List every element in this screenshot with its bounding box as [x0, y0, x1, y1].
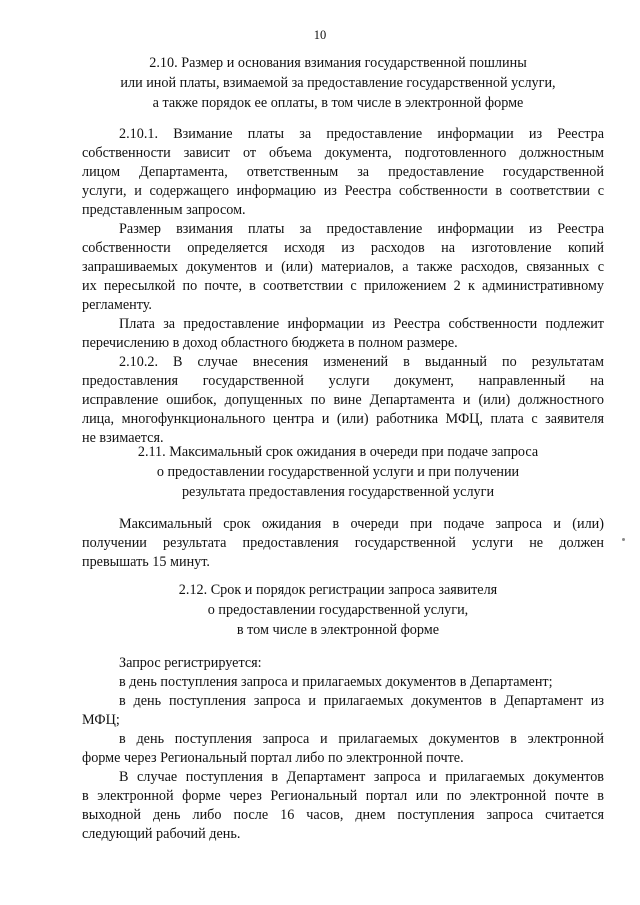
- text-line: лицом Департамента, ответственным за предоставление государственной: [82, 164, 604, 180]
- text-line: Размер взимания платы за предоставление информации из Реестра: [119, 221, 604, 237]
- page-number: 10: [313, 28, 327, 42]
- heading-line: о предоставлении государственной услуги,: [207, 602, 469, 618]
- heading-line: о предоставлении государственной услуги и при получении: [156, 464, 520, 480]
- text-line: в день поступления запроса и прилагаемых документов в Департамент из: [119, 693, 604, 709]
- text-line: 2.10.2. В случае внесения изменений в выданный по результатам: [119, 354, 604, 370]
- heading-line: результата предоставления государственной услуги: [181, 484, 495, 500]
- text-line: превышать 15 минут.: [82, 554, 210, 570]
- text-line: 2.10.1. Взимание платы за предоставление информации из Реестра: [119, 126, 604, 142]
- text-line: лица, многофункционального центра и (или) работника МФЦ, плата с заявителя: [82, 411, 604, 427]
- text-line: получении результата предоставления государственной услуги не должен: [82, 535, 604, 551]
- text-line: регламенту.: [82, 297, 152, 313]
- section-heading-2-10: [78, 53, 598, 113]
- section-body-2-12: [82, 654, 604, 844]
- text-line: в электронной форме через Региональный портал или по электронной почте в: [82, 788, 604, 804]
- text-line: выходной день либо после 16 часов, днем поступления запроса считается: [82, 807, 604, 823]
- text-line: их пересылкой по почте, в соответствии с приложением 2 к административному: [82, 278, 604, 294]
- section-heading-2-11: [78, 442, 598, 502]
- heading-line: 2.11. Максимальный срок ожидания в очереди при подаче запроса: [137, 444, 539, 460]
- heading-line: 2.10. Размер и основания взимания государственной пошлины: [149, 55, 527, 71]
- text-line: собственности зависит от объема документа, подготовленного должностным: [82, 145, 604, 161]
- text-line: не взимается.: [82, 430, 164, 446]
- text-line: В случае поступления в Департамент запроса и прилагаемых документов: [119, 769, 604, 785]
- text-line: следующий рабочий день.: [82, 826, 241, 842]
- text-line: форме через Региональный портал либо по электронной почте.: [82, 750, 464, 766]
- text-line: собственности определяется исходя из расходов на изготовление копий: [82, 240, 604, 256]
- text-line: предоставления государственной услуги документ, направленный на: [82, 373, 604, 389]
- text-line: в день поступления запроса и прилагаемых документов в Департамент;: [119, 674, 553, 690]
- text-line: услуги, и содержащего информацию из Реестра собственности в соответствии с: [82, 183, 604, 199]
- heading-line: 2.12. Срок и порядок регистрации запроса заявителя: [178, 582, 498, 598]
- text-line: исправление ошибок, допущенных по вине Департамента и (или) должностного: [82, 392, 604, 408]
- heading-line: в том числе в электронной форме: [236, 622, 440, 638]
- section-heading-2-12: [78, 580, 598, 640]
- text-line: запрашиваемых документов и (или) материалов, а также расходов, связанных с: [82, 259, 604, 275]
- text-line: Плата за предоставление информации из Реестра собственности подлежит: [119, 316, 604, 332]
- text-line: перечислению в доход областного бюджета в полном размере.: [82, 335, 458, 351]
- heading-line: или иной платы, взимаемой за предоставление государственной услуги,: [120, 75, 556, 91]
- text-line: МФЦ;: [82, 712, 120, 728]
- section-body-2-10: [82, 125, 604, 448]
- text-line: представленным запросом.: [82, 202, 246, 218]
- text-line: в день поступления запроса и прилагаемых документов в электронной: [119, 731, 604, 747]
- heading-line: а также порядок ее оплаты, в том числе в электронной форме: [152, 95, 524, 111]
- text-line: Запрос регистрируется:: [119, 655, 262, 671]
- text-line: Максимальный срок ожидания в очереди при подаче запроса и (или): [119, 516, 604, 532]
- scan-speck: [622, 538, 625, 541]
- section-body-2-11: [82, 515, 604, 572]
